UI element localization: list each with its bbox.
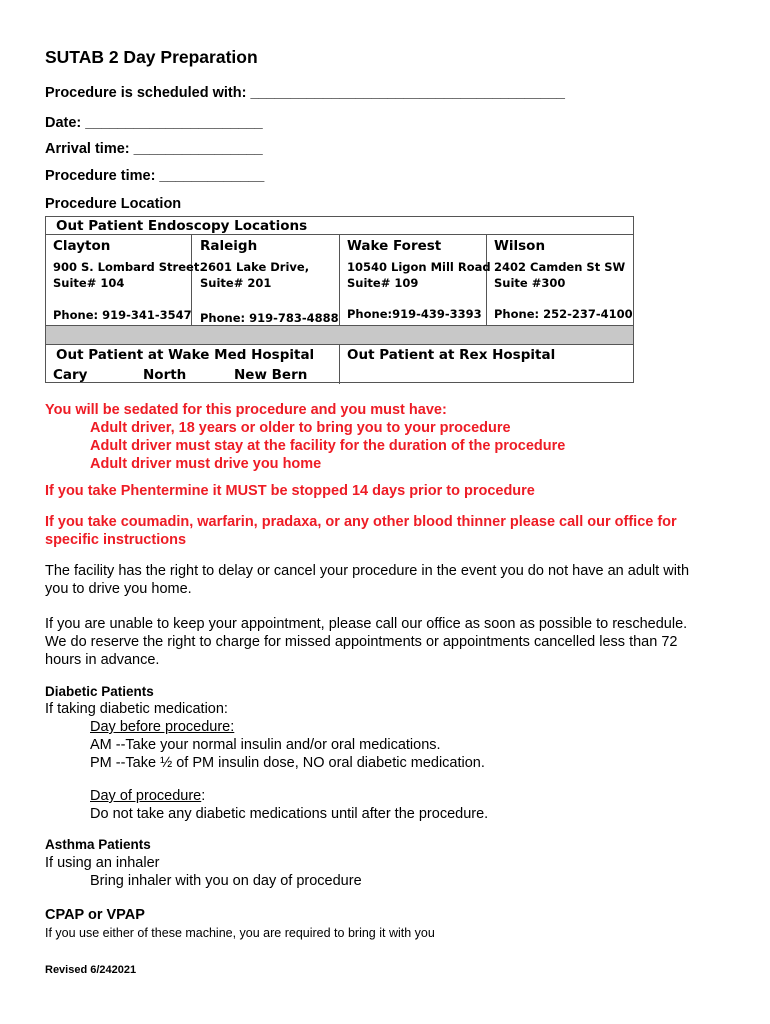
address-line-wake-forest: 10540 Ligon Mill Road [347, 260, 491, 274]
day-of-instruction: Do not take any diabetic medications until after the procedure. [90, 806, 489, 822]
suite-raleigh: Suite# 201 [200, 276, 272, 290]
location-name-wake-forest: Wake Forest [347, 238, 442, 254]
phone-raleigh: Phone: 919-783-4888 [200, 311, 339, 325]
blood-thinner-warning-line2: specific instructions [45, 532, 187, 548]
date-field: Date: ______________________ [45, 115, 263, 131]
suite-wilson: Suite #300 [494, 276, 566, 290]
blood-thinner-warning-line1: If you take coumadin, warfarin, pradaxa, or any other blood thinner please call our office for [45, 514, 677, 530]
reschedule-paragraph-line3: hours in advance. [45, 652, 160, 668]
page-title: SUTAB 2 Day Preparation [45, 47, 258, 67]
revision-date: Revised 6/242021 [45, 964, 137, 976]
suite-clayton: Suite# 104 [53, 276, 125, 290]
reschedule-paragraph-line1: If you are unable to keep your appointment, please call our office as soon as possible to reschedule. [45, 616, 688, 632]
phone-wilson: Phone: 252-237-4100 [494, 307, 633, 321]
facility-paragraph-line1: The facility has the right to delay or cancel your procedure in the event you do not have an adult with [45, 563, 690, 579]
diabetic-intro: If taking diabetic medication: [45, 701, 228, 717]
diabetic-heading: Diabetic Patients [45, 684, 154, 699]
address-line-wilson: 2402 Camden St SW [494, 260, 626, 274]
day-of-line [90, 788, 205, 804]
day-before-label: Day before procedure: [90, 719, 235, 735]
sedation-heading: You will be sedated for this procedure and you must have: [45, 402, 447, 418]
scheduled-with-field: Procedure is scheduled with: _______________________________________ [45, 85, 565, 101]
cpap-heading: CPAP or VPAP [45, 907, 145, 923]
pm-instruction: PM --Take ½ of PM insulin dose, NO oral diabetic medication. [90, 755, 485, 771]
day-of-colon: : [201, 788, 206, 804]
table-divider-band [46, 325, 633, 345]
address-line-raleigh: 2601 Lake Drive, [200, 260, 310, 274]
table-title: Out Patient Endoscopy Locations [56, 218, 308, 234]
facility-paragraph-line2: you to drive you home. [45, 581, 192, 597]
wake-med-heading: Out Patient at Wake Med Hospital [56, 347, 315, 363]
sedation-item: Adult driver must stay at the facility for the duration of the procedure [90, 438, 566, 454]
rex-hospital-heading: Out Patient at Rex Hospital [347, 347, 556, 363]
location-table [45, 216, 634, 383]
arrival-time-field: Arrival time: ________________ [45, 141, 263, 157]
procedure-location-heading: Procedure Location [45, 196, 182, 212]
location-name-raleigh: Raleigh [200, 238, 258, 254]
wake-med-site-new-bern: New Bern [234, 367, 308, 383]
phentermine-warning: If you take Phentermine it MUST be stopped 14 days prior to procedure [45, 483, 535, 499]
day-of-label: Day of procedure [90, 788, 202, 804]
location-name-clayton: Clayton [53, 238, 111, 254]
phone-clayton: Phone: 919-341-3547 [53, 308, 192, 322]
asthma-intro: If using an inhaler [45, 855, 160, 871]
address-line-clayton: 900 S. Lombard Street. [53, 260, 204, 274]
asthma-heading: Asthma Patients [45, 837, 151, 852]
location-name-wilson: Wilson [494, 238, 546, 254]
am-instruction: AM --Take your normal insulin and/or oral medications. [90, 737, 441, 753]
wake-med-site-north: North [143, 367, 187, 383]
cpap-instruction: If you use either of these machine, you are required to bring it with you [45, 926, 435, 940]
wake-med-site-cary: Cary [53, 367, 88, 383]
sedation-item: Adult driver must drive you home [90, 456, 322, 472]
reschedule-paragraph-line2: We do reserve the right to charge for missed appointments or appointments cancelled less than 72 [45, 634, 678, 650]
suite-wake-forest: Suite# 109 [347, 276, 419, 290]
asthma-instruction: Bring inhaler with you on day of procedure [90, 873, 362, 889]
phone-wake-forest: Phone:919-439-3393 [347, 307, 482, 321]
sedation-item: Adult driver, 18 years or older to bring you to your procedure [90, 420, 511, 436]
procedure-time-field: Procedure time: _____________ [45, 168, 265, 184]
